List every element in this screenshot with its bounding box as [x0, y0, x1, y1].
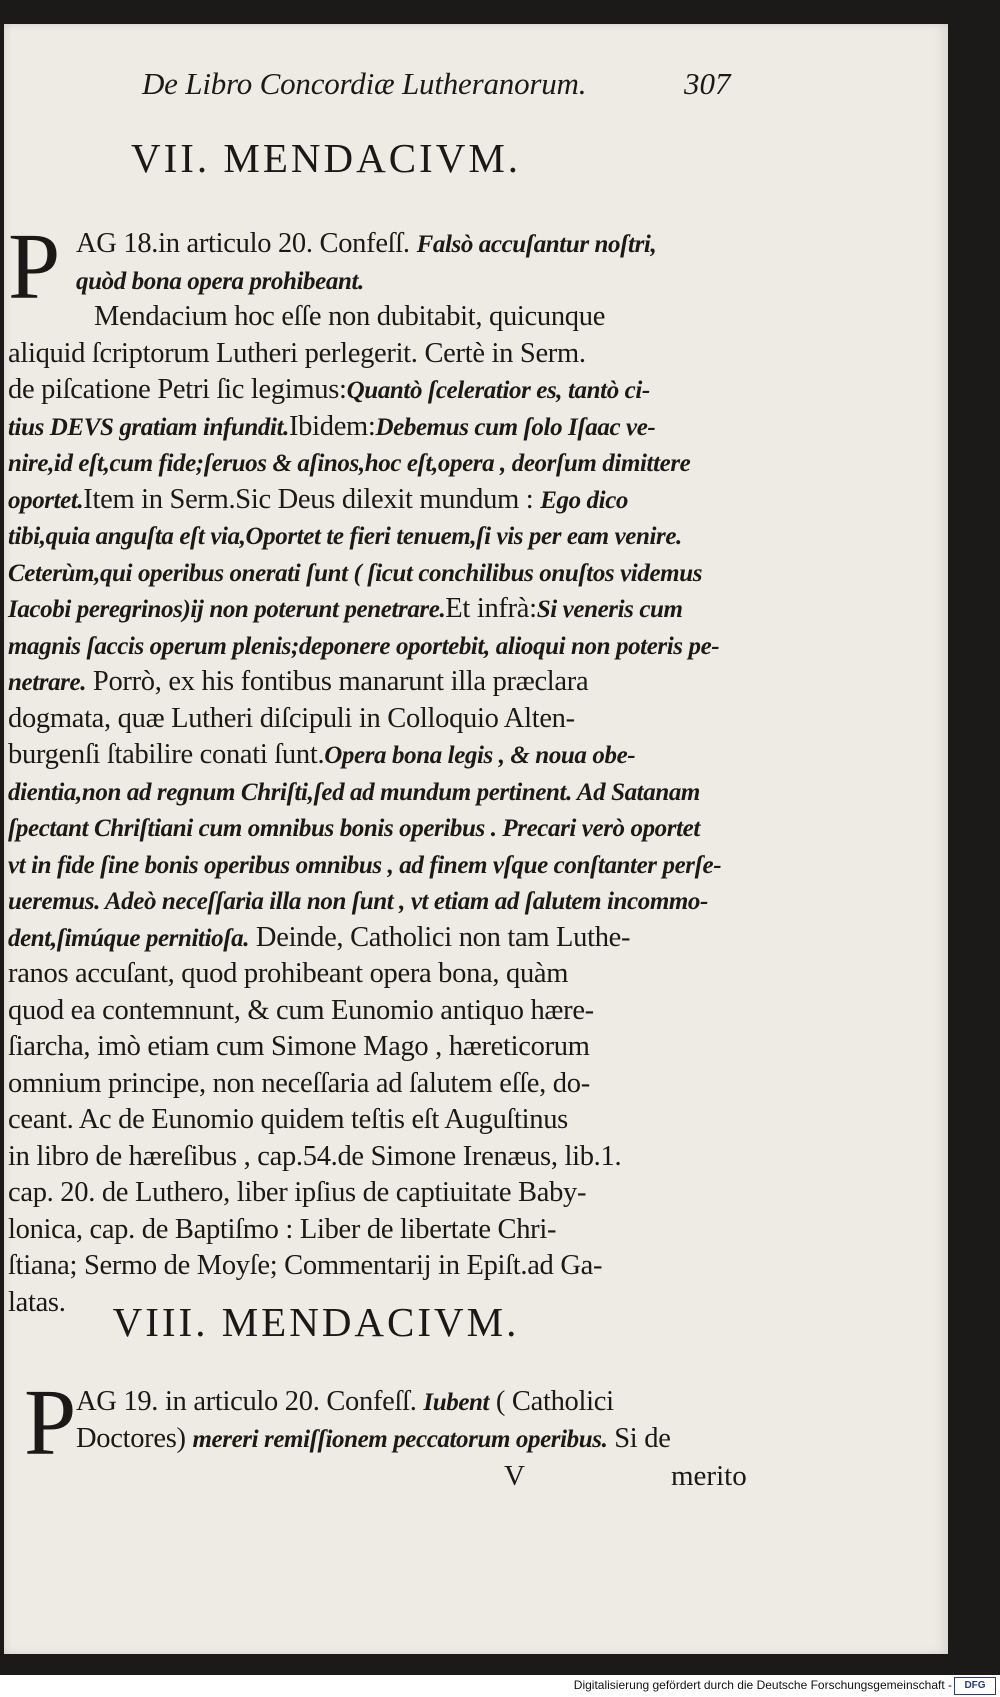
text-line: [4, 847, 750, 884]
text-line: [4, 372, 750, 409]
text-line: [4, 883, 750, 920]
roman-run: Doctores): [76, 1422, 193, 1454]
dfg-logo-icon: DFG: [954, 1677, 996, 1695]
text-line: [4, 1384, 750, 1421]
section-heading-vii: VII. MENDACIVM.: [130, 135, 522, 181]
italic-run: ueremus. Adeò neceſſaria illa non ſunt , vt etiam ad ſalutem incommo-: [8, 888, 708, 915]
italic-run: Quantò ſceleratior es, tantò ci-: [346, 377, 650, 404]
italic-run: mereri remiſſionem peccatorum operibus.: [192, 1425, 608, 1453]
text-line: [4, 299, 750, 336]
text-line: [4, 409, 750, 446]
italic-run: Falsò accuſantur noſtri,: [416, 231, 657, 258]
text-line: [4, 664, 750, 701]
text-line: [4, 226, 750, 263]
italic-run: Opera bona legis , & noua obe-: [324, 742, 636, 769]
roman-run: AG 19. in articulo 20. Confeſſ.: [76, 1386, 424, 1417]
signature-mark: V: [504, 1460, 525, 1492]
text-line: [4, 555, 750, 592]
text-line: [4, 993, 750, 1030]
text-line: [4, 591, 750, 628]
roman-run: lonica, cap. de Baptiſmo : Liber de libertate Chri-: [8, 1213, 557, 1245]
roman-run: omnium principe, non neceſſaria ad ſalutem eſſe, do-: [8, 1067, 590, 1099]
running-head: De Libro Concordiæ Lutheranorum.: [142, 66, 587, 101]
digitization-footer: [0, 1675, 1000, 1697]
section-heading-viii: VIII. MENDACIVM.: [112, 1299, 520, 1345]
text-line: [4, 628, 750, 665]
roman-run: burgenſi ſtabilire conati ſunt.: [8, 739, 325, 770]
funding-credit: Digitalisierung gefördert durch die Deutsche Forschungsgemeinschaft -: [573, 1678, 952, 1692]
page-foot: [4, 1460, 948, 1500]
roman-run: Ibidem:: [288, 410, 376, 442]
roman-run: de piſcatione Petri ſic legimus:: [8, 374, 347, 405]
italic-run: quòd bona opera prohibeant.: [76, 267, 364, 295]
italic-run: Ceterùm,qui operibus onerati ſunt ( ſicut conchilibus onuſtos videmus: [8, 559, 703, 587]
italic-run: Si veneris cum: [536, 596, 683, 623]
italic-run: Iubent: [423, 1389, 490, 1416]
italic-run: oportet.: [8, 486, 84, 514]
roman-run: latas.: [8, 1286, 66, 1318]
drop-capital-vii: P: [8, 215, 61, 319]
roman-run: Deinde, Catholici non tam Luthe-: [249, 921, 631, 953]
italic-run: Ego dico: [540, 486, 628, 514]
text-line: [4, 1066, 750, 1103]
roman-run: ranos accuſant, quod prohibeant opera bona, quàm: [8, 958, 569, 989]
drop-capital-viii: P: [24, 1371, 77, 1475]
italic-run: ſpectant Chriſtiani cum omnibus bonis operibus . Precari verò oportet: [8, 815, 700, 842]
roman-run: dogmata, quæ Lutheri diſcipuli in Colloquio Alten-: [8, 702, 575, 734]
roman-run: ( Catholici: [489, 1386, 614, 1417]
italic-run: magnis ſaccis operum plenis;deponere oportebit, alioqui non poteris pe-: [8, 632, 720, 660]
italic-run: Iacobi peregrinos)ij non poterunt penetrare.: [8, 596, 446, 623]
text-line: [4, 774, 750, 811]
catchword: merito: [671, 1460, 747, 1492]
roman-run: cap. 20. de Luthero, liber ipſius de captiuitate Baby-: [8, 1177, 587, 1208]
text-line: [4, 1248, 750, 1285]
roman-run: Porrò, ex his fontibus manarunt illa præclara: [86, 666, 589, 697]
text-line: [4, 920, 750, 957]
text-line: [4, 1102, 750, 1139]
text-line: [4, 1175, 750, 1212]
roman-run: Mendacium hoc eſſe non dubitabit, quicunque: [94, 301, 606, 332]
text-line: [4, 810, 750, 847]
italic-run: tibi,quia anguſta eſt via,Oportet te fieri tenuem,ſi vis per eam venire.: [8, 523, 682, 550]
text-line: [4, 956, 750, 993]
roman-run: Item in Serm.Sic Deus dilexit mundum :: [83, 483, 541, 515]
text-line: [4, 1029, 750, 1066]
text-line: [4, 701, 750, 738]
roman-run: ceant. Ac de Eunomio quidem teſtis eſt Auguſtinus: [8, 1104, 568, 1135]
roman-run: Et infrà:: [445, 593, 537, 624]
italic-run: dent,ſimúque pernitioſa.: [8, 924, 250, 952]
roman-run: quod ea contemnunt, & cum Eunomio antiquo hære-: [8, 994, 594, 1026]
section-text-viii: [4, 1384, 750, 1457]
text-line: [4, 1212, 750, 1249]
text-line: [4, 263, 750, 300]
book-page: [4, 24, 948, 1654]
section-text-vii: [4, 226, 750, 1321]
roman-run: aliquid ſcriptorum Lutheri perlegerit. Certè in Serm.: [8, 337, 586, 369]
roman-run: in libro de hæreſibus , cap.54.de Simone Irenæus, lib.1.: [8, 1140, 622, 1172]
italic-run: nire,id eſt,cum fide;ſeruos & aſinos,hoc eſt,opera , deorſum dimittere: [8, 450, 691, 477]
italic-run: vt in fide ſine bonis operibus omnibus , ad finem vſque conſtanter perſe-: [8, 851, 722, 879]
text-line: [4, 445, 750, 482]
roman-run: Si de: [607, 1422, 671, 1454]
text-line: [4, 1421, 750, 1458]
text-line: [4, 737, 750, 774]
text-line: [4, 482, 750, 519]
italic-run: tius DEVS gratiam infundit.: [8, 413, 289, 441]
text-line: [4, 1139, 750, 1176]
page-number: 307: [684, 66, 731, 101]
text-line: [4, 336, 750, 373]
roman-run: ſiarcha, imò etiam cum Simone Mago , hæreticorum: [8, 1031, 590, 1062]
italic-run: Debemus cum ſolo Iſaac ve-: [375, 413, 656, 441]
roman-run: ſtiana; Sermo de Moyſe; Commentarij in Epiſt.ad Ga-: [8, 1250, 603, 1281]
text-line: [4, 518, 750, 555]
italic-run: netrare.: [8, 669, 87, 696]
roman-run: AG 18.in articulo 20. Confeſſ.: [76, 228, 417, 259]
italic-run: dientia,non ad regnum Chriſti,ſed ad mundum pertinent. Ad Satanam: [8, 778, 700, 806]
